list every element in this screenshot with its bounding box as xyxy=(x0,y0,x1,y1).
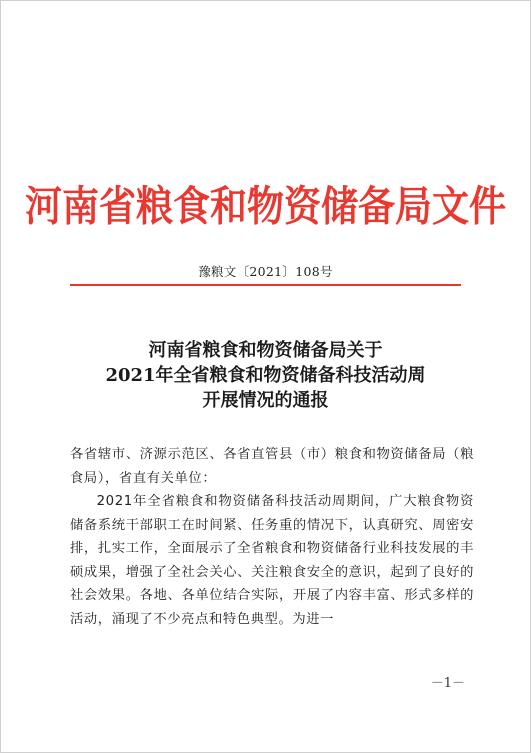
salutation: 各省辖市、济源示范区、各省直管县（市）粮食和物资储备局（粮食局），省直有关单位： xyxy=(70,447,474,486)
document-number: 豫粮文〔2021〕108号 xyxy=(198,264,333,279)
title-line-1: 河南省粮食和物资储备局关于 xyxy=(148,340,383,361)
page-number: －1－ xyxy=(430,676,465,691)
document-body xyxy=(70,443,474,631)
title-line-2: 2021年全省粮食和物资储备科技活动周 xyxy=(105,365,426,386)
title-line-3: 开展情况的通报 xyxy=(202,390,329,411)
body-paragraph: 2021年全省粮食和物资储备科技活动周期间，广大粮食物资储备系统干部职工在时间紧、任务重的情况下，认真研究、周密安排，扎实工作，全面展示了全省粮食和物资储备行业科技发展的丰硕成果，增强了全社会关心、关注粮食安全的意识，起到了良好的社会效果。各地、各单位结合实际，开展了内容丰富、形式多样的活动，涌现了不少亮点和特色典型。为进一 xyxy=(70,494,474,627)
red-divider-line xyxy=(70,284,461,286)
document-title xyxy=(0,338,531,413)
issuer-header: 河南省粮食和物资储备局文件 xyxy=(25,181,506,231)
